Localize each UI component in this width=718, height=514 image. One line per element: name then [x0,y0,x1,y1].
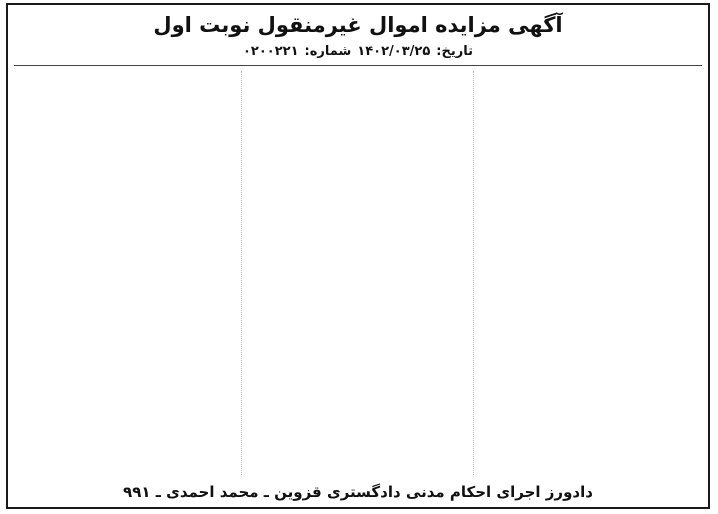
notice-date-number-line [8,43,708,61]
auction-notice [6,3,710,509]
number-label: شماره: [304,44,352,59]
column-separator [473,71,474,475]
header-divider [14,65,702,66]
date-label: تاریخ: [436,44,473,59]
notice-signature: دادورز اجرای احکام مدنی دادگستری قزوین ـ محمد احمدی ـ ۹۹۱ [123,483,593,501]
column-separator [241,71,242,475]
number-value: ۰۲۰۰۲۲۱ [243,44,299,59]
body-column-middle [248,69,468,477]
notice-body [16,69,700,477]
body-column-right [480,69,700,477]
notice-title: آگهی مزایده اموال غیرمنقول نوبت اول [153,13,563,37]
body-column-left [16,69,236,477]
date-value: ۱۴۰۲/۰۳/۲۵ [357,44,431,59]
